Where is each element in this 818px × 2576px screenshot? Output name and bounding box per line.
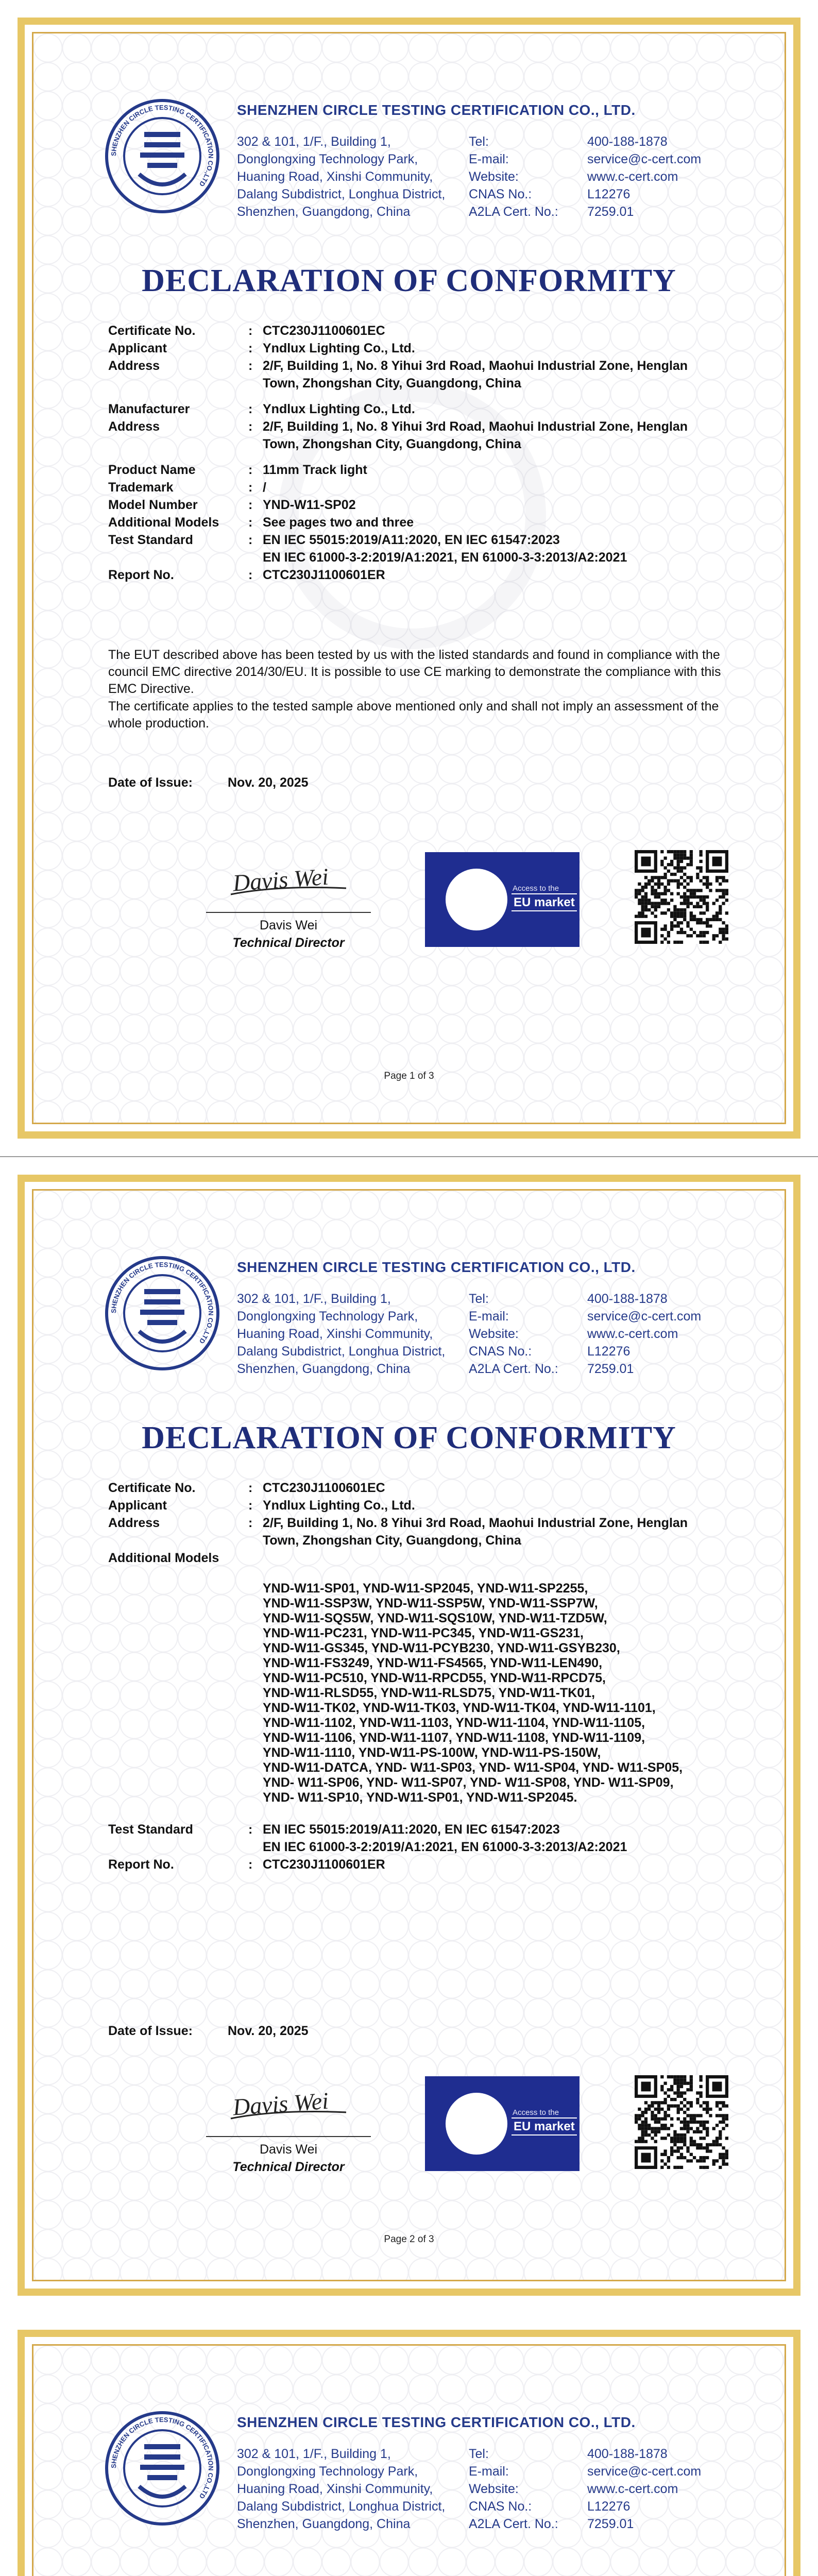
applicant-value: Yndlux Lighting Co., Ltd. xyxy=(263,1498,415,1513)
model-line: YND-W11-1110, YND-W11-PS-100W, YND-W11-PS-150W, xyxy=(263,1745,601,1760)
model-line: YND-W11-SQS5W, YND-W11-SQS10W, YND-W11-TZD5W, xyxy=(263,1611,607,1625)
field-colon: : xyxy=(248,359,253,373)
badge-line2-text: EU market xyxy=(512,893,577,911)
contact-label: Tel: xyxy=(469,1292,489,1306)
contact-label: A2LA Cert. No.: xyxy=(469,1362,558,1376)
field-label: Trademark xyxy=(108,480,174,495)
address-line: Donglongxing Technology Park, xyxy=(237,2464,418,2479)
field-label: Test Standard xyxy=(108,1822,193,1837)
qr-code-icon xyxy=(635,850,728,944)
address-value xyxy=(263,357,747,392)
certificate-fields xyxy=(108,1479,747,1873)
address-line: 302 & 101, 1/F., Building 1, xyxy=(237,2447,391,2461)
badge-line1: Access to the xyxy=(513,884,559,893)
field-colon: : xyxy=(248,533,253,547)
contact-value: 400-188-1878 xyxy=(587,2447,668,2461)
certificate-fields xyxy=(108,322,747,584)
contact-label: E-mail: xyxy=(469,1309,509,1324)
eu-market-badge xyxy=(425,2076,580,2171)
signatory-role: Technical Director xyxy=(232,936,345,950)
address-line: Dalang Subdistrict, Longhua District, xyxy=(237,2499,446,2514)
company-address xyxy=(237,1290,445,1378)
company-header xyxy=(103,81,742,251)
model-line: YND-W11-FS3249, YND-W11-FS4565, YND-W11-LEN490, xyxy=(263,1656,603,1670)
company-address xyxy=(237,133,445,221)
field-label: Test Standard xyxy=(108,533,193,547)
ctc-badge-icon xyxy=(446,2093,507,2155)
manufacturer-value: Yndlux Lighting Co., Ltd. xyxy=(263,402,415,416)
badge-line2 xyxy=(512,895,577,910)
address-value-line: 2/F, Building 1, No. 8 Yihui 3rd Road, Maohui Industrial Zone, Henglan xyxy=(263,359,688,373)
field-colon: : xyxy=(248,419,253,434)
address-line: Donglongxing Technology Park, xyxy=(237,152,418,166)
contact-label: Website: xyxy=(469,170,519,184)
company-name: SHENZHEN CIRCLE TESTING CERTIFICATION CO., LTD. xyxy=(237,2414,636,2430)
field-colon: : xyxy=(248,498,253,512)
field-label: Report No. xyxy=(108,568,174,582)
date-value: Nov. 20, 2025 xyxy=(228,775,309,790)
contact-label: Tel: xyxy=(469,134,489,149)
report-no-value: CTC230J1100601ER xyxy=(263,1857,385,1872)
field-label: Certificate No. xyxy=(108,1481,196,1495)
contact-value: service@c-cert.com xyxy=(587,152,702,166)
badge-line2 xyxy=(512,2120,577,2134)
ctc-logo-icon xyxy=(103,2409,221,2528)
address-line: Donglongxing Technology Park, xyxy=(237,1309,418,1324)
contact-label: Website: xyxy=(469,1327,519,1341)
field-label: Additional Models xyxy=(108,515,219,530)
field-label: Report No. xyxy=(108,1857,174,1872)
address-value-line: 2/F, Building 1, No. 8 Yihui 3rd Road, Maohui Industrial Zone, Henglan xyxy=(263,1516,688,1530)
compliance-paragraph: The EUT described above has been tested by us with the listed standards and found in compliance with the council EMC directive 2014/30/EU. It is possible to use CE marking to demonstrate the compliance with this EMC Directive. xyxy=(108,648,721,696)
standard-line: EN IEC 55015:2019/A11:2020, EN IEC 61547:2023 xyxy=(263,533,560,547)
signature-script: Davis Wei xyxy=(232,863,330,896)
certificate-page-2 xyxy=(0,1157,818,2313)
contact-value: 7259.01 xyxy=(587,205,634,219)
contact-value: 7259.01 xyxy=(587,1362,634,1376)
field-colon: : xyxy=(248,341,253,355)
model-line: YND-W11-1106, YND-W11-1107, YND-W11-1108, YND-W11-1109, xyxy=(263,1731,645,1745)
field-label: Model Number xyxy=(108,498,198,512)
date-label: Date of Issue: xyxy=(108,775,193,790)
model-line: YND-W11-PC231, YND-W11-PC345, YND-W11-GS231, xyxy=(263,1626,584,1640)
certificate-no-value: CTC230J1100601EC xyxy=(263,324,385,338)
address-line: Shenzhen, Guangdong, China xyxy=(237,205,411,219)
test-standard-value xyxy=(263,1821,747,1856)
address-value-line: Town, Zhongshan City, Guangdong, China xyxy=(263,1533,521,1548)
field-colon: : xyxy=(248,568,253,582)
certificate-page-3 xyxy=(0,2312,818,2576)
field-colon: : xyxy=(248,324,253,338)
contact-value: www.c-cert.com xyxy=(587,2482,678,2496)
field-label: Address xyxy=(108,359,160,373)
date-value: Nov. 20, 2025 xyxy=(228,2024,309,2038)
qr-code-icon xyxy=(635,2075,728,2169)
address-line: Shenzhen, Guangdong, China xyxy=(237,2517,411,2531)
contact-value: L12276 xyxy=(587,187,630,201)
ctc-logo-icon xyxy=(103,97,221,215)
signature-block xyxy=(206,2079,371,2172)
contact-label: CNAS No.: xyxy=(469,2499,532,2514)
badge-line2-text: EU market xyxy=(512,2117,577,2136)
address-line: Dalang Subdistrict, Longhua District, xyxy=(237,1344,446,1359)
field-label: Certificate No. xyxy=(108,324,196,338)
additional-models-value: See pages two and three xyxy=(263,515,414,530)
page-title: DECLARATION OF CONFORMITY xyxy=(142,263,676,298)
company-address xyxy=(237,2445,445,2533)
standard-line: EN IEC 61000-3-2:2019/A1:2021, EN 61000-3-3:2013/A2:2021 xyxy=(263,1840,627,1854)
contact-label: A2LA Cert. No.: xyxy=(469,205,558,219)
field-label: Address xyxy=(108,1516,160,1530)
address-line: 302 & 101, 1/F., Building 1, xyxy=(237,134,391,149)
contact-value: www.c-cert.com xyxy=(587,170,678,184)
field-colon: : xyxy=(248,402,253,416)
signatory-role: Technical Director xyxy=(232,2160,345,2174)
company-header xyxy=(103,2394,742,2564)
scope-paragraph: The certificate applies to the tested sample above mentioned only and shall not imply an assessment of the whole production. xyxy=(108,699,719,731)
contact-label: CNAS No.: xyxy=(469,187,532,201)
contact-value: L12276 xyxy=(587,1344,630,1359)
signature-line xyxy=(206,2136,371,2137)
signature-line xyxy=(206,912,371,913)
field-label: Product Name xyxy=(108,463,196,477)
product-name-value: 11mm Track light xyxy=(263,463,367,477)
field-colon: : xyxy=(248,1857,253,1872)
address-value-line: 2/F, Building 1, No. 8 Yihui 3rd Road, Maohui Industrial Zone, Henglan xyxy=(263,419,688,434)
model-line: YND-W11-1102, YND-W11-1103, YND-W11-1104, YND-W11-1105, xyxy=(263,1716,645,1730)
model-line: YND-W11-GS345, YND-W11-PCYB230, YND-W11-GSYB230, xyxy=(263,1641,620,1655)
company-name: SHENZHEN CIRCLE TESTING CERTIFICATION CO., LTD. xyxy=(237,1259,636,1275)
contact-value: service@c-cert.com xyxy=(587,2464,702,2479)
company-name: SHENZHEN CIRCLE TESTING CERTIFICATION CO., LTD. xyxy=(237,102,636,118)
contact-label: CNAS No.: xyxy=(469,1344,532,1359)
contact-label: Website: xyxy=(469,2482,519,2496)
address-line: Huaning Road, Xinshi Community, xyxy=(237,170,433,184)
address-line: Huaning Road, Xinshi Community, xyxy=(237,1327,433,1341)
certificate-page-1 xyxy=(0,0,818,1156)
address-value xyxy=(263,1514,747,1549)
contact-label: E-mail: xyxy=(469,152,509,166)
model-line: YND-W11-DATCA, YND- W11-SP03, YND- W11-SP04, YND- W11-SP05, xyxy=(263,1760,683,1775)
page-title: DECLARATION OF CONFORMITY xyxy=(142,1420,676,1455)
field-colon: : xyxy=(248,1481,253,1495)
address-line: Dalang Subdistrict, Longhua District, xyxy=(237,187,446,201)
field-label: Applicant xyxy=(108,341,167,355)
field-label: Additional Models xyxy=(108,1551,219,1565)
model-line: YND-W11-SSP3W, YND-W11-SSP5W, YND-W11-SSP7W, xyxy=(263,1596,598,1611)
eu-market-badge xyxy=(425,852,580,947)
trademark-value: / xyxy=(263,480,266,495)
date-of-issue xyxy=(108,2024,309,2039)
page-number: Page 2 of 3 xyxy=(384,2234,434,2245)
applicant-value: Yndlux Lighting Co., Ltd. xyxy=(263,341,415,355)
signatory-name: Davis Wei xyxy=(259,918,318,933)
field-colon: : xyxy=(248,515,253,530)
signatory-name: Davis Wei xyxy=(259,2142,318,2157)
report-no-value: CTC230J1100601ER xyxy=(263,568,385,582)
test-standard-value xyxy=(263,531,747,566)
additional-models-list xyxy=(263,1581,747,1805)
standard-line: EN IEC 61000-3-2:2019/A1:2021, EN 61000-3-3:2013/A2:2021 xyxy=(263,550,627,565)
field-colon: : xyxy=(248,1822,253,1837)
ctc-logo-icon xyxy=(103,1254,221,1372)
model-line: YND-W11-PC510, YND-W11-RPCD55, YND-W11-RPCD75, xyxy=(263,1671,606,1685)
signature-icon xyxy=(227,2079,350,2131)
signature-block xyxy=(206,855,371,948)
contact-value: 400-188-1878 xyxy=(587,1292,668,1306)
model-line: YND-W11-SP01, YND-W11-SP2045, YND-W11-SP2255, xyxy=(263,1581,588,1596)
model-number-value: YND-W11-SP02 xyxy=(263,498,356,512)
field-colon: : xyxy=(248,1516,253,1530)
logo-ring-text: SHENZHEN CIRCLE TESTING CERTIFICATION CO.,LTD xyxy=(109,1260,215,1345)
field-label: Address xyxy=(108,419,160,434)
date-label: Date of Issue: xyxy=(108,2024,193,2038)
signature-script: Davis Wei xyxy=(232,2087,330,2121)
contact-value: 400-188-1878 xyxy=(587,134,668,149)
page-number: Page 1 of 3 xyxy=(384,1071,434,1081)
contact-value: 7259.01 xyxy=(587,2517,634,2531)
address-value-line: Town, Zhongshan City, Guangdong, China xyxy=(263,437,521,451)
model-line: YND- W11-SP10, YND-W11-SP01, YND-W11-SP2045. xyxy=(263,1790,577,1805)
address-line: Shenzhen, Guangdong, China xyxy=(237,1362,411,1376)
field-colon: : xyxy=(248,480,253,495)
company-header xyxy=(103,1239,742,1409)
address-line: 302 & 101, 1/F., Building 1, xyxy=(237,1292,391,1306)
model-line: YND-W11-RLSD55, YND-W11-RLSD75, YND-W11-TK01, xyxy=(263,1686,595,1700)
model-line: YND-W11-TK02, YND-W11-TK03, YND-W11-TK04, YND-W11-1101, xyxy=(263,1701,656,1715)
logo-ring-text: SHENZHEN CIRCLE TESTING CERTIFICATION CO.,LTD xyxy=(109,103,215,188)
contact-label: E-mail: xyxy=(469,2464,509,2479)
manufacturer-address-value xyxy=(263,418,747,453)
contact-label: A2LA Cert. No.: xyxy=(469,2517,558,2531)
field-label: Applicant xyxy=(108,1498,167,1513)
signature-icon xyxy=(227,855,350,907)
badge-line1: Access to the xyxy=(513,2108,559,2117)
address-line: Huaning Road, Xinshi Community, xyxy=(237,2482,433,2496)
date-of-issue xyxy=(108,775,309,790)
address-value-line: Town, Zhongshan City, Guangdong, China xyxy=(263,376,521,391)
field-colon: : xyxy=(248,1498,253,1513)
certificate-no-value: CTC230J1100601EC xyxy=(263,1481,385,1495)
contact-value: service@c-cert.com xyxy=(587,1309,702,1324)
model-line: YND- W11-SP06, YND- W11-SP07, YND- W11-SP08, YND- W11-SP09, xyxy=(263,1775,674,1790)
contact-value: www.c-cert.com xyxy=(587,1327,678,1341)
field-label: Manufacturer xyxy=(108,402,190,416)
standard-line: EN IEC 55015:2019/A11:2020, EN IEC 61547:2023 xyxy=(263,1822,560,1837)
field-colon: : xyxy=(248,463,253,477)
contact-label: Tel: xyxy=(469,2447,489,2461)
contact-value: L12276 xyxy=(587,2499,630,2514)
logo-ring-text: SHENZHEN CIRCLE TESTING CERTIFICATION CO.,LTD xyxy=(109,2415,215,2500)
ctc-badge-icon xyxy=(446,869,507,930)
